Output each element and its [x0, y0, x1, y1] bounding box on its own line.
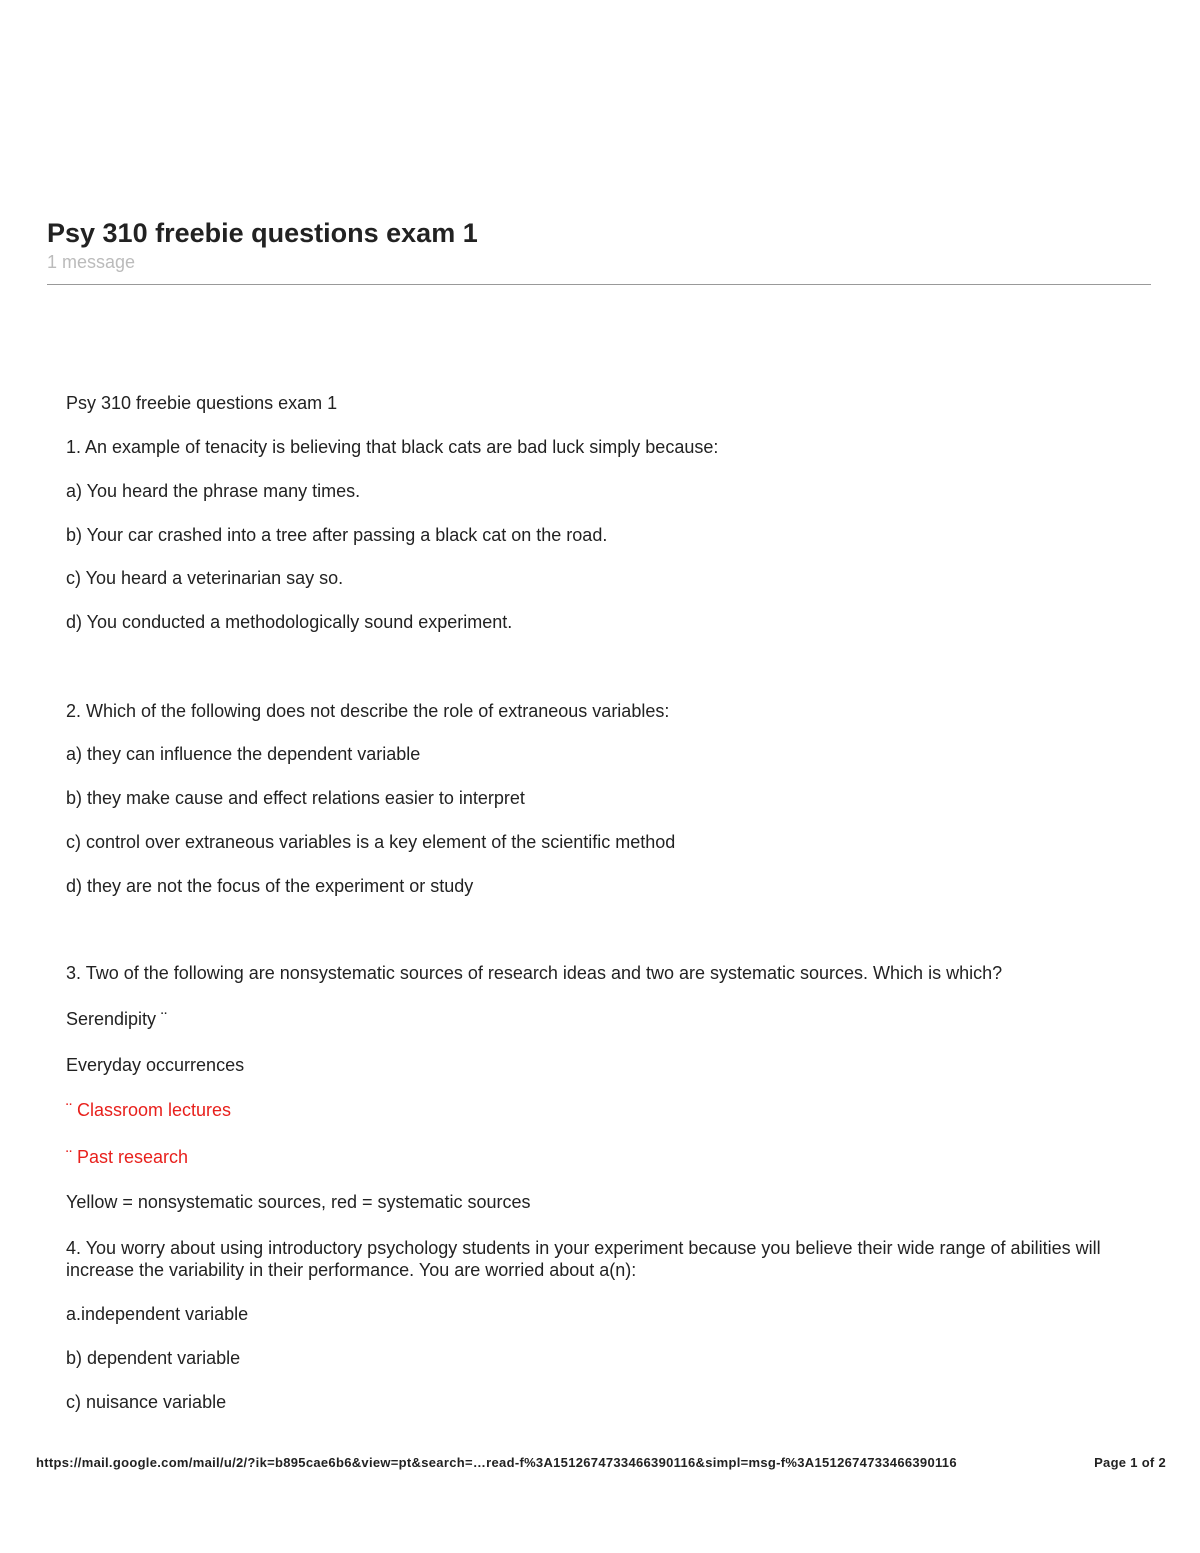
q3-color-key: Yellow = nonsystematic sources, red = systematic sources — [66, 1192, 531, 1212]
footer-page-number: Page 1 of 2 — [1094, 1455, 1166, 1470]
q2-option-a: a) they can influence the dependent variable — [66, 744, 421, 764]
header-divider — [47, 284, 1151, 285]
email-header — [47, 216, 1151, 274]
q2-option-b: b) they make cause and effect relations easier to interpret — [66, 788, 525, 808]
q1-option-c: c) You heard a veterinarian say so. — [66, 568, 344, 588]
q4-option-b: b) dependent variable — [66, 1348, 241, 1368]
footer-url: https://mail.google.com/mail/u/2/?ik=b895cae6b6&view=pt&search=…read-f%3A1512674733466390116&simpl=msg-f%3A1512674733466390116 — [36, 1455, 957, 1470]
body-title: Psy 310 freebie questions exam 1 — [66, 393, 338, 413]
q3-item-classroom: ¨ Classroom lectures — [66, 1100, 232, 1120]
q3-item-serendipity: Serendipity ¨ — [66, 1009, 168, 1029]
q3-item-everyday: Everyday occurrences — [66, 1055, 245, 1075]
q3-item-past-research: ¨ Past research — [66, 1147, 189, 1167]
q1-option-a: a) You heard the phrase many times. — [66, 481, 361, 501]
q4-option-a: a.independent variable — [66, 1304, 249, 1324]
question-4: 4. You worry about using introductory psychology students in your experiment because you believe their wide range of abilities will increase the variability in their performance. You are worried about a(n): — [66, 1238, 1101, 1280]
question-1: 1. An example of tenacity is believing that black cats are bad luck simply because: — [66, 437, 719, 457]
q2-option-c: c) control over extraneous variables is a key element of the scientific method — [66, 832, 676, 852]
q1-option-d: d) You conducted a methodologically sound experiment. — [66, 612, 513, 632]
q1-option-b: b) Your car crashed into a tree after passing a black cat on the road. — [66, 525, 608, 545]
q4-option-c: c) nuisance variable — [66, 1392, 227, 1412]
question-3: 3. Two of the following are nonsystematic sources of research ideas and two are systematic sources. Which is which? — [66, 963, 1003, 983]
q2-option-d: d) they are not the focus of the experiment or study — [66, 876, 474, 896]
message-count: 1 message — [47, 252, 136, 272]
question-2: 2. Which of the following does not describe the role of extraneous variables: — [66, 701, 670, 721]
email-subject: Psy 310 freebie questions exam 1 — [47, 218, 478, 248]
